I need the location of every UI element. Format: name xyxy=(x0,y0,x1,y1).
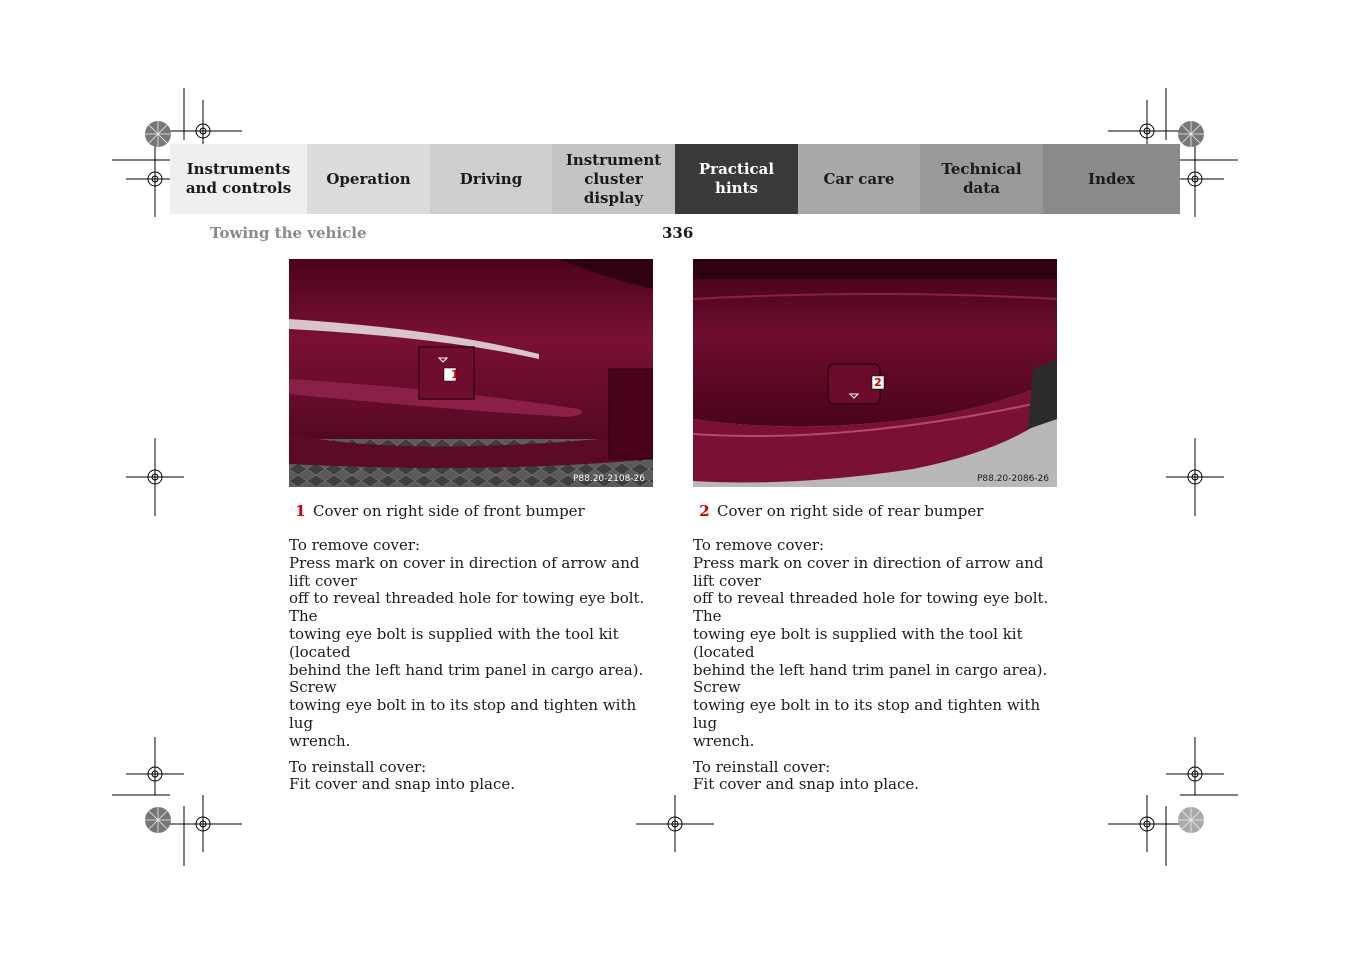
tab-label-line1: Technical xyxy=(941,160,1022,178)
remove-heading: To remove cover: xyxy=(289,536,421,554)
caption-text: Cover on right side of front bumper xyxy=(313,502,585,520)
tab-operation[interactable] xyxy=(307,144,430,214)
text-line: behind the left hand trim panel in cargo area). Screw xyxy=(693,660,1048,697)
caption-rear-bumper xyxy=(692,501,983,521)
tab-label-line1: Car care xyxy=(823,169,895,188)
tab-label-line2: data xyxy=(963,179,1000,197)
text-line: towing eye bolt is supplied with the tool kit (located xyxy=(289,624,619,661)
text-line: wrench. xyxy=(289,731,351,750)
tab-label-line1: Instrument xyxy=(565,150,662,169)
section-title: Towing the vehicle xyxy=(210,224,367,242)
figure-code: P88.20-2108-26 xyxy=(572,474,645,484)
tab-practical-hints[interactable] xyxy=(675,144,798,214)
caption-number: 1 xyxy=(295,502,306,520)
caption-text: Cover on right side of rear bumper xyxy=(717,502,984,520)
text-line: towing eye bolt in to its stop and tighten with lug xyxy=(289,696,637,732)
tab-label-line1: Index xyxy=(1088,169,1135,188)
reinstall-text: Fit cover and snap into place. xyxy=(289,775,516,794)
figure-callout-2: 2 xyxy=(874,376,882,389)
tab-label-line1: Operation xyxy=(326,169,411,188)
text-line: towing eye bolt is supplied with the tool kit (located xyxy=(693,624,1023,661)
remove-instructions xyxy=(693,537,1063,751)
caption-front-bumper xyxy=(288,501,585,521)
text-line: Press mark on cover in direction of arrow and lift cover xyxy=(289,553,640,590)
tab-car-care[interactable] xyxy=(798,144,920,214)
instructions-front xyxy=(289,537,659,802)
figure-front-bumper xyxy=(289,259,653,487)
figure-callout-1: 1 xyxy=(451,368,459,381)
text-line: off to reveal threaded hole for towing eye bolt. The xyxy=(693,589,1049,626)
reinstall-heading: To reinstall cover: xyxy=(693,757,831,776)
chapter-nav xyxy=(170,144,1180,214)
rear-bumper-illustration xyxy=(693,259,1057,487)
tab-label-line1: Practical hints xyxy=(698,160,775,197)
tab-instruments-and-controls[interactable] xyxy=(170,144,307,214)
caption-number: 2 xyxy=(699,502,710,520)
figure-code: P88.20-2086-26 xyxy=(976,474,1049,484)
remove-heading: To remove cover: xyxy=(693,536,825,554)
reinstall-instructions xyxy=(289,759,659,795)
page-number: 336 xyxy=(662,224,694,242)
text-line: wrench. xyxy=(693,731,755,750)
tab-label-line2: and controls xyxy=(185,179,292,197)
reinstall-text: Fit cover and snap into place. xyxy=(693,775,920,794)
tab-label-line1: Driving xyxy=(459,169,523,188)
figure-rear-bumper xyxy=(693,259,1057,487)
tab-index[interactable] xyxy=(1043,144,1180,214)
tab-instrument-cluster-display[interactable] xyxy=(552,144,675,214)
text-line: off to reveal threaded hole for towing eye bolt. The xyxy=(289,589,645,626)
remove-instructions xyxy=(289,537,659,751)
tab-label-line2: cluster display xyxy=(583,169,644,207)
tab-technical-data[interactable] xyxy=(920,144,1043,214)
reinstall-instructions xyxy=(693,759,1063,795)
text-line: Press mark on cover in direction of arrow and lift cover xyxy=(693,553,1044,590)
reinstall-heading: To reinstall cover: xyxy=(289,757,427,776)
text-line: behind the left hand trim panel in cargo area). Screw xyxy=(289,660,644,697)
front-bumper-illustration xyxy=(289,259,653,487)
instructions-rear xyxy=(693,537,1063,802)
tab-driving[interactable] xyxy=(430,144,552,214)
text-line: towing eye bolt in to its stop and tighten with lug xyxy=(693,696,1041,732)
tab-label-line1: Instruments xyxy=(186,160,291,178)
